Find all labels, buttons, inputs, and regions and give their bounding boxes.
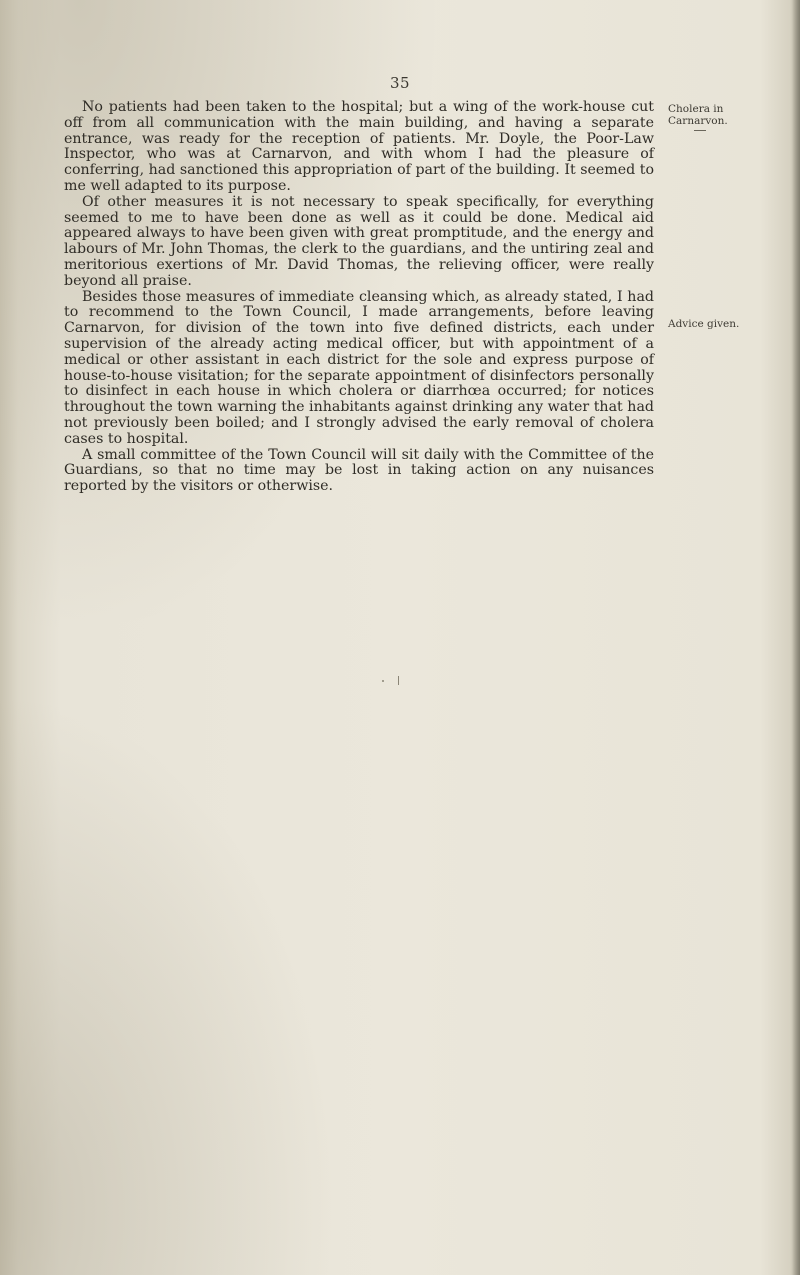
margin-note-rule	[694, 130, 706, 131]
paragraph-besides-measures: Besides those measures of immediate cleansing which, as already stated, I had to recommend to the Town Council, I made arrangements, before leaving Carnarvon, for division of the town into five defined districts, each under supervision of the already acting medical officer, but with appointment of a medical or other assistant in each district for the sole and express purpose of house-to-house visitation; for the separate appointment of disinfectors personally to disinfect in each house in which cholera or diarrhœa occurred; for notices throughout the town warning the inhabitants against drinking any water that had not previously been boiled; and I strongly advised the early removal of cholera cases to hospital.	[64, 288, 654, 447]
margin-note-advice-text: Advice given.	[668, 318, 740, 330]
paragraph-workhouse-wing: No patients had been taken to the hospital; but a wing of the work-house cut off from all communication with the main building, and having a separate entrance, was ready for the reception of patients. Mr. Doyle, the Poor-Law Inspector, who was at Carnarvon, and with whom I had the pleasure of conferring, had sanctioned this appropriation of part of the building. It seemed to me well adapted to its purpose.	[64, 99, 654, 194]
stray-ink-dot	[382, 680, 384, 682]
page-number: 35	[389, 74, 411, 92]
margin-note-advice	[668, 318, 758, 330]
page-edge-shadow	[792, 0, 800, 1275]
body-text	[64, 100, 654, 495]
stray-ink-mark	[398, 676, 399, 685]
margin-note-cholera-text: Cholera in Carnarvon.	[668, 103, 728, 127]
margin-note-cholera	[668, 103, 758, 131]
paragraph-small-committee: A small committee of the Town Council will sit daily with the Committee of the Guardians, so that no time may be lost in taking action on any nuisances reported by the visitors or otherwise.	[64, 446, 654, 495]
paragraph-other-measures: Of other measures it is not necessary to speak specifically, for everything seemed to me to have been done as well as it could be done. Medical aid appeared always to have been given with great promptitude, and the energy and labours of Mr. John Thomas, the clerk to the guardians, and the untiring zeal and meritorious exertions of Mr. David Thomas, the relieving officer, were really beyond all praise.	[64, 193, 654, 289]
